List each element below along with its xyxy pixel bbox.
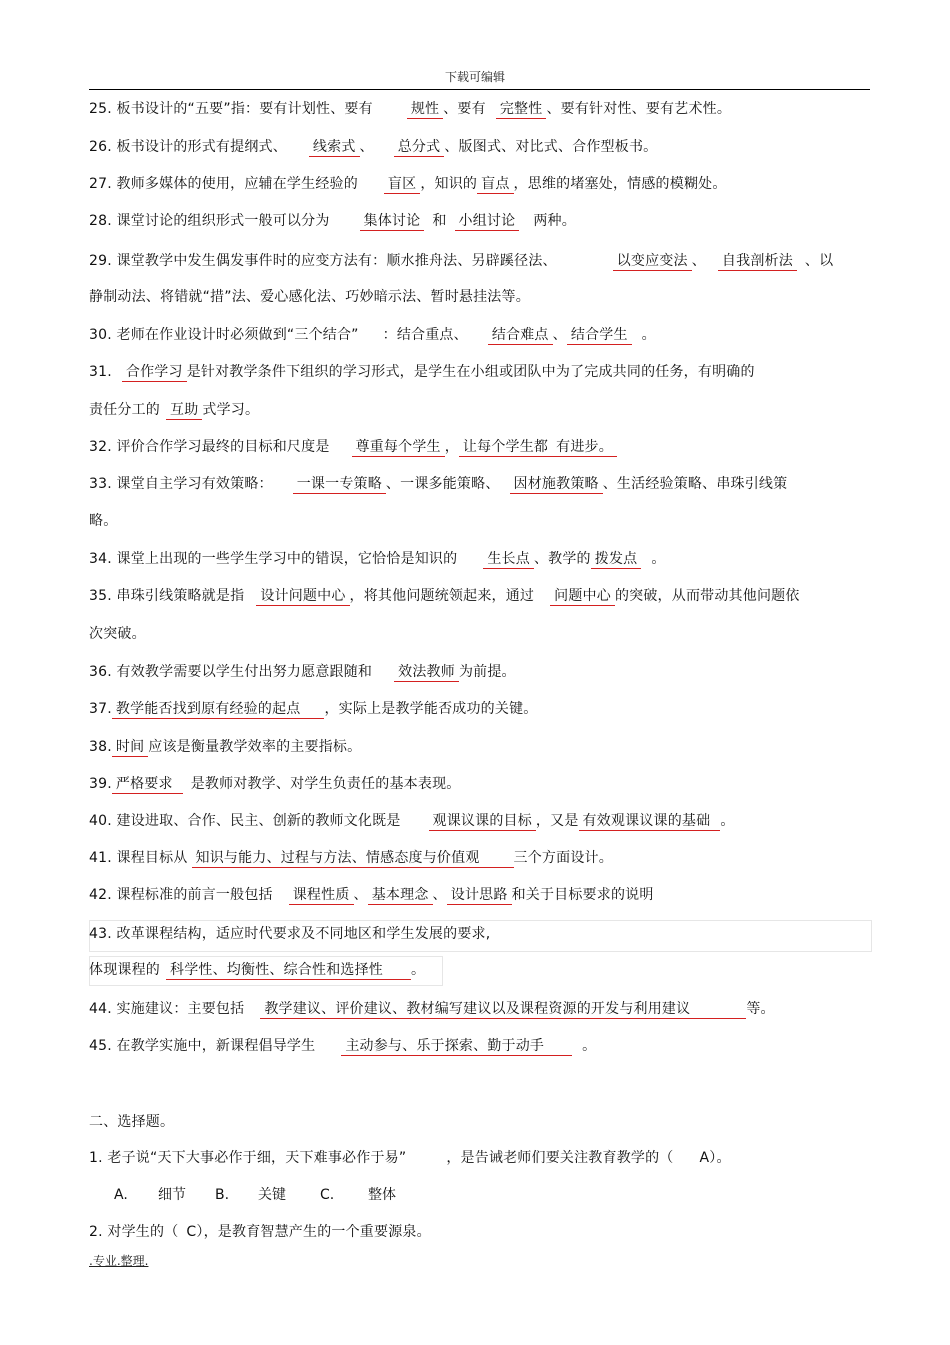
item-44 — [89, 999, 775, 1019]
item-30 — [89, 325, 656, 345]
answer-blank: 有效观课议课的基础 — [579, 812, 721, 831]
section-heading: 二、选择题。 — [89, 1114, 175, 1130]
item-text: ，又是 — [535, 813, 579, 829]
option-a-text: 细节 — [158, 1187, 186, 1203]
item-text: 、 — [359, 139, 374, 155]
answer-blank: 观课议课的目标 — [429, 812, 536, 831]
answer-blank: 线索式 — [309, 138, 360, 157]
item-text: 32. 评价合作学习最终的目标和尺度是 — [89, 439, 330, 455]
item-text: ，实际上是教学能否成功的关键。 — [324, 701, 538, 717]
choice-1 — [89, 1148, 731, 1168]
option-b — [215, 1185, 229, 1205]
answer-blank: 集体讨论 — [360, 212, 425, 231]
item-text: 30. 老师在作业设计时必须做到“三个结合” — [89, 327, 359, 343]
item-43: 43. 改革课程结构，适应时代要求及不同地区和学生发展的要求, — [89, 926, 491, 942]
item-text: 、要有针对性、要有艺术性。 — [546, 101, 732, 117]
item-text: 39. — [89, 776, 112, 792]
item-27 — [89, 174, 727, 194]
answer-blank: 规性 — [407, 100, 443, 119]
item-text: 和 — [432, 213, 447, 229]
item-text: 25. 板书设计的“五要”指：要有计划性、要有 — [89, 101, 373, 117]
item-text: 。 — [582, 1038, 597, 1054]
item-text: 。 — [720, 813, 735, 829]
item-text: ，是告诫老师们要关注教育教学的（ — [446, 1150, 674, 1166]
item-text: 44. 实施建议：主要包括 — [89, 1001, 245, 1017]
answer-blank: 自我剖析法 — [718, 252, 797, 271]
answer-blank: 知识与能力、过程与方法、情感态度与价值观 — [192, 849, 514, 868]
item-text: 、版图式、对比式、合作型板书。 — [444, 139, 658, 155]
answer-blank: 有进步。 — [552, 438, 617, 457]
header-rule — [89, 89, 870, 90]
item-text: 、生活经验策略、串珠引线策 — [602, 476, 788, 492]
item-text: 2. 对学生的（ — [89, 1224, 179, 1240]
option-key: A. — [114, 1187, 128, 1203]
item-text: 、要有 — [443, 101, 486, 117]
answer-blank: 效法教师 — [394, 663, 459, 682]
page-header: 下载可编辑 — [444, 70, 505, 84]
item-40 — [89, 811, 735, 831]
item-text: ，知识的 — [420, 176, 478, 192]
item-29 — [89, 251, 833, 271]
item-text: 、 — [691, 253, 706, 269]
answer-blank: 教学建议、评价建议、教材编写建议以及课程资源的开发与利用建议 — [260, 1000, 746, 1019]
item-32 — [89, 437, 617, 457]
item-43-cont — [89, 960, 425, 980]
item-text: 体现课程的 — [89, 962, 160, 978]
item-text: ，将其他问题统领起来，通过 — [349, 588, 535, 604]
item-25 — [89, 99, 731, 119]
item-26 — [89, 137, 657, 157]
item-36 — [89, 662, 516, 682]
item-text: ，思维的堵塞处，情感的模糊处。 — [513, 176, 727, 192]
item-text: 和关于目标要求的说明 — [511, 887, 654, 903]
answer-blank: 结合难点 — [488, 326, 553, 345]
answer-blank: 尊重每个学生 — [352, 438, 445, 457]
answer-blank: 因材施教策略 — [510, 475, 603, 494]
answer-blank: 盲点 — [477, 175, 513, 194]
item-text: ：结合重点、 — [382, 327, 468, 343]
answer-blank: 严格要求 — [112, 775, 183, 794]
item-text: 为前提。 — [458, 664, 516, 680]
item-text: 等。 — [746, 1001, 775, 1017]
item-text: 42. 课程标准的前言一般包括 — [89, 887, 273, 903]
answer-blank: 总分式 — [394, 138, 445, 157]
item-text: 式学习。 — [202, 402, 260, 418]
option-c — [320, 1185, 334, 1205]
footer-text: .专业.整理. — [89, 1254, 149, 1268]
item-text: 。 — [651, 551, 666, 567]
item-text: 37. — [89, 701, 112, 717]
item-35-cont: 次突破。 — [89, 626, 146, 642]
item-33 — [89, 474, 787, 494]
item-text: 40. 建设进取、合作、民主、创新的教师文化既是 — [89, 813, 401, 829]
answer-blank: 问题中心 — [550, 587, 615, 606]
option-key: B. — [215, 1187, 230, 1203]
answer-blank: 设计思路 — [447, 886, 512, 905]
item-text: 、以 — [804, 253, 834, 269]
option-b-text: 关键 — [258, 1187, 286, 1203]
answer-blank: 让每个学生都 — [459, 438, 552, 457]
item-41 — [89, 848, 613, 868]
item-text: 、教学的 — [533, 551, 591, 567]
item-31 — [89, 362, 755, 382]
item-text: 责任分工的 — [89, 402, 160, 418]
item-37 — [89, 699, 537, 719]
item-31-cont — [89, 400, 259, 420]
answer-blank: 完整性 — [496, 100, 547, 119]
item-text: 三个方面设计。 — [513, 850, 613, 866]
item-34 — [89, 549, 666, 569]
page-footer — [89, 1252, 148, 1269]
answer-blank: 教学能否找到原有经验的起点 — [112, 700, 325, 719]
item-text: 、 — [353, 887, 368, 903]
item-text: 41. 课程目标从 — [89, 850, 188, 866]
item-29-cont: 静制动法、将错就“措”法、爱心感化法、巧妙暗示法、暂时悬挂法等。 — [89, 289, 530, 305]
answer-blank: 盲区 — [384, 175, 420, 194]
item-text: 是教师对教学、对学生负责任的基本表现。 — [190, 776, 461, 792]
option-key: C. — [320, 1187, 335, 1203]
option-c-text: 整体 — [368, 1187, 396, 1203]
item-text: 26. 板书设计的形式有提纲式、 — [89, 139, 287, 155]
answer-blank: 拨发点 — [591, 550, 642, 569]
item-text: 34. 课堂上出现的一些学生学习中的错误，它恰恰是知识的 — [89, 551, 458, 567]
answer-blank: 小组讨论 — [455, 212, 520, 231]
answer-blank: 主动参与、乐于探索、勤于动手 — [341, 1037, 572, 1056]
item-45 — [89, 1036, 596, 1056]
item-text: 33. 课堂自主学习有效策略： — [89, 476, 273, 492]
item-38 — [89, 737, 361, 757]
item-text: 、一课多能策略、 — [385, 476, 500, 492]
item-text: 27. 教师多媒体的使用，应辅在学生经验的 — [89, 176, 358, 192]
item-35 — [89, 586, 800, 606]
item-text: 29. 课堂教学中发生偶发事件时的应变方法有：顺水推舟法、另辟蹊径法、 — [89, 253, 557, 269]
item-text: 、 — [552, 327, 567, 343]
item-text: 、 — [432, 887, 447, 903]
item-text: 。 — [411, 962, 426, 978]
answer-blank: 设计问题中心 — [256, 587, 349, 606]
item-text: 两种。 — [533, 213, 576, 229]
answer-blank: 结合学生 — [567, 326, 632, 345]
item-text: 28. 课堂讨论的组织形式一般可以分为 — [89, 213, 330, 229]
item-text: 31. — [89, 364, 112, 380]
answer-blank: 合作学习 — [122, 363, 187, 382]
item-33-cont: 略。 — [89, 513, 118, 529]
item-text: 1. 老子说“天下大事必作于细，天下难事必作于易” — [89, 1150, 407, 1166]
item-text: 应该是衡量教学效率的主要指标。 — [148, 739, 362, 755]
item-text: 35. 串珠引线策略就是指 — [89, 588, 245, 604]
item-text: 38. — [89, 739, 112, 755]
choice-answer: A）。 — [699, 1150, 731, 1166]
item-text: 的突破，从而带动其他问题依 — [614, 588, 800, 604]
answer-blank: 一课一专策略 — [293, 475, 386, 494]
item-text: 是针对教学条件下组织的学习形式，是学生在小组或团队中为了完成共同的任务，有明确的 — [186, 364, 755, 380]
answer-blank: 互助 — [166, 401, 202, 420]
item-text: 36. 有效教学需要以学生付出努力愿意跟随和 — [89, 664, 373, 680]
answer-blank: 课程性质 — [289, 886, 354, 905]
item-42 — [89, 885, 654, 905]
answer-blank: 时间 — [112, 738, 148, 757]
item-39 — [89, 774, 461, 794]
answer-blank: 科学性、均衡性、综合性和选择性 — [166, 961, 411, 980]
item-28 — [89, 211, 576, 231]
item-text: 。 — [641, 327, 656, 343]
item-text: 45. 在教学实施中，新课程倡导学生 — [89, 1038, 316, 1054]
item-text: ， — [444, 439, 459, 455]
answer-blank: 基本理念 — [368, 886, 433, 905]
answer-blank: 以变应变法 — [613, 252, 692, 271]
answer-blank: 生长点 — [483, 550, 534, 569]
choice-answer: C），是教育智慧产生的一个重要源泉。 — [186, 1224, 431, 1240]
option-a — [114, 1185, 128, 1205]
choice-2 — [89, 1222, 431, 1242]
